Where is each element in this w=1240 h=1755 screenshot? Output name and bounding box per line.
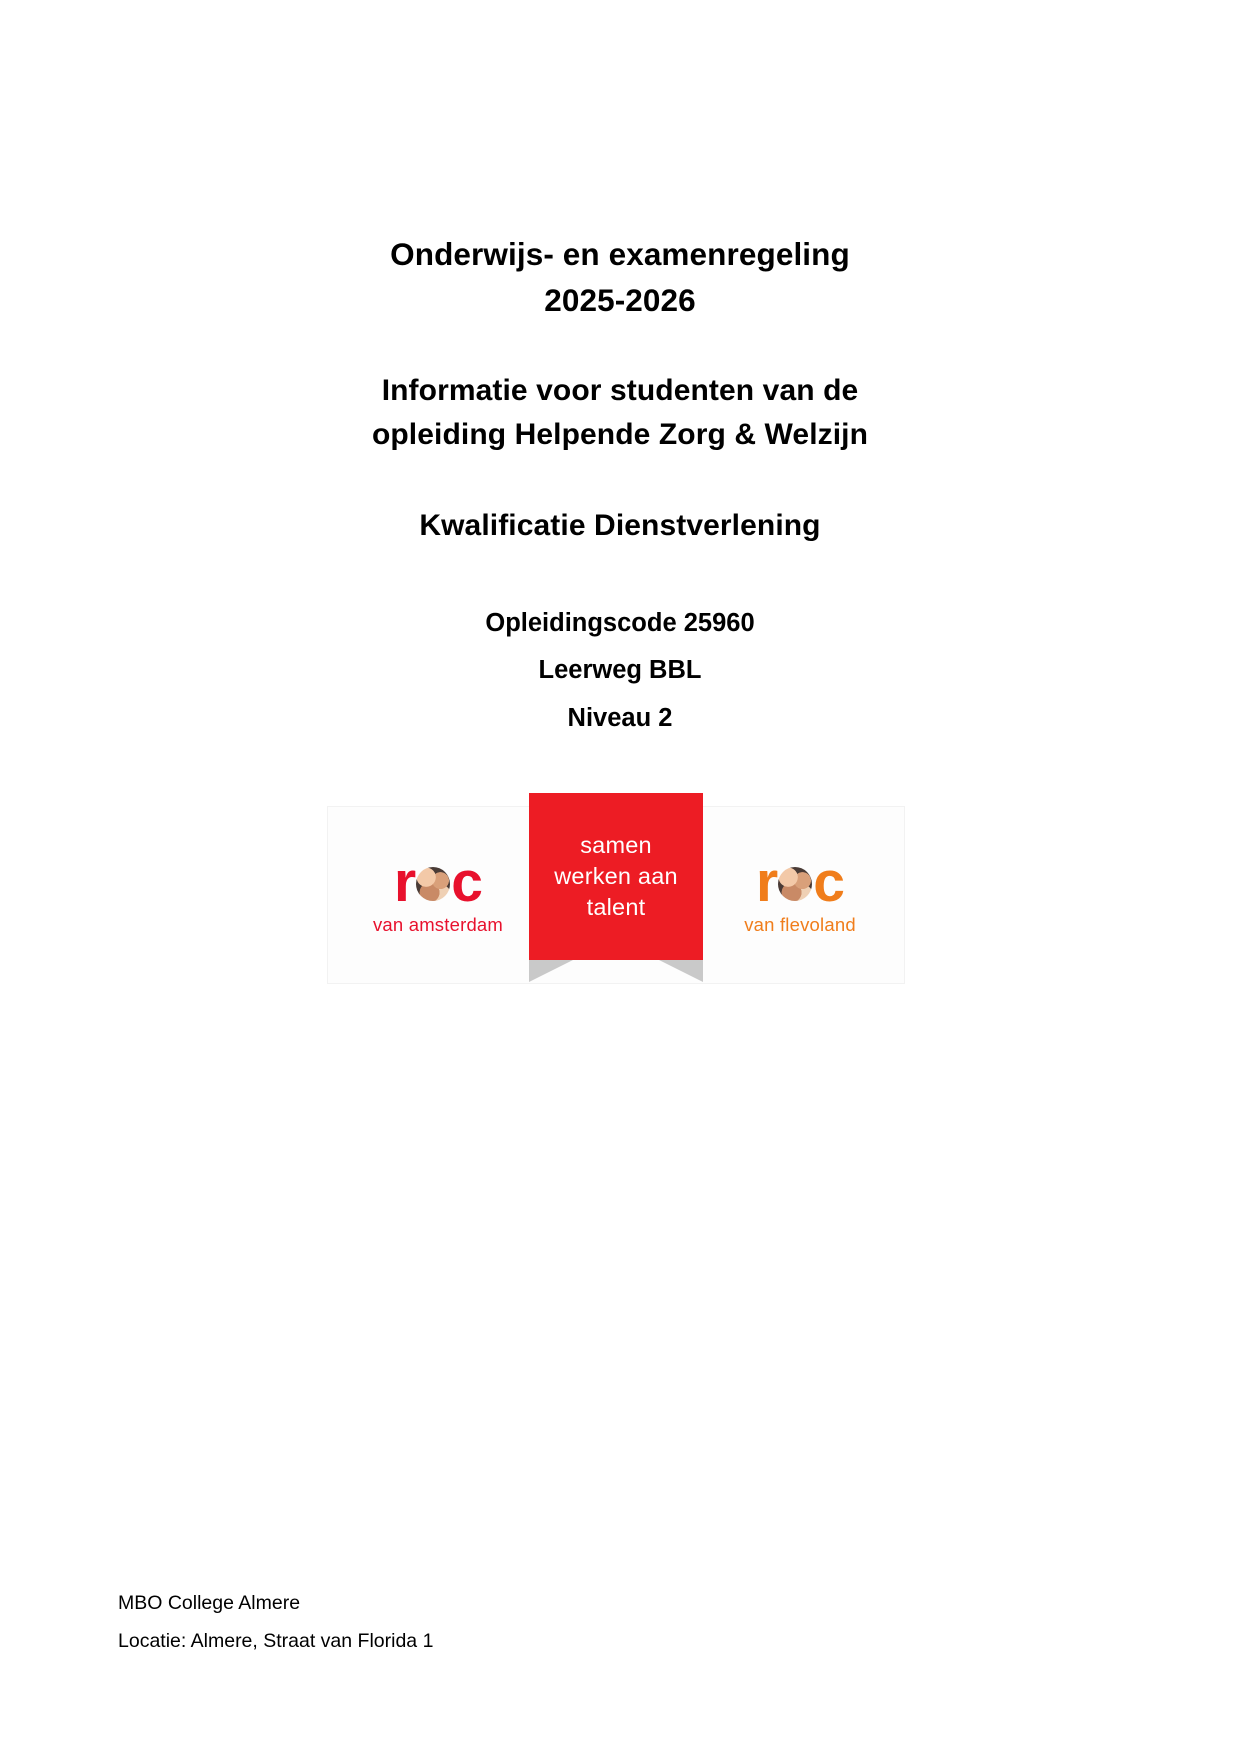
roc-wordmark: [394, 850, 482, 914]
roc-wordmark: [756, 850, 844, 914]
roc-van-flevoland-logo: [720, 850, 880, 936]
roc-subtitle: van amsterdam: [372, 914, 504, 936]
people-circle-icon: [416, 867, 450, 901]
subtitle-line-1: Informatie voor studenten van de: [381, 374, 859, 408]
footer-block: [118, 1584, 433, 1660]
slogan-banner: [529, 793, 703, 960]
meta-opleidingscode: Opleidingscode 25960: [485, 608, 755, 637]
roc-letter-c: c: [813, 850, 844, 914]
banner-tail-left-shape: [529, 960, 573, 982]
slogan-line-1: samen: [580, 831, 652, 858]
roc-van-amsterdam-logo: [358, 850, 518, 936]
subtitle-line-2: opleiding Helpende Zorg & Welzijn: [371, 417, 869, 451]
meta-niveau: Niveau 2: [567, 703, 673, 732]
roc-letter-c: c: [451, 850, 482, 914]
page-title-line-2: 2025-2026: [544, 281, 696, 318]
title-block: [0, 232, 1240, 742]
roc-subtitle: van flevoland: [744, 914, 856, 936]
roc-letter-r: r: [756, 850, 778, 914]
page-title-line-1: Onderwijs- en examenregeling: [390, 236, 850, 272]
roc-letter-r: r: [394, 850, 416, 914]
slogan-line-2: werken aan: [554, 862, 678, 889]
banner-tail-right-shape: [659, 960, 703, 982]
footer-college-name: MBO College Almere: [118, 1591, 301, 1614]
slogan-text: [546, 830, 686, 923]
roc-logo-banner: [327, 806, 905, 984]
qualification-title: Kwalificatie Dienstverlening: [419, 509, 821, 543]
footer-location: Locatie: Almere, Straat van Florida 1: [118, 1629, 434, 1652]
people-circle-icon: [778, 867, 812, 901]
meta-leerweg: Leerweg BBL: [538, 656, 702, 685]
slogan-line-3: talent: [586, 894, 646, 920]
